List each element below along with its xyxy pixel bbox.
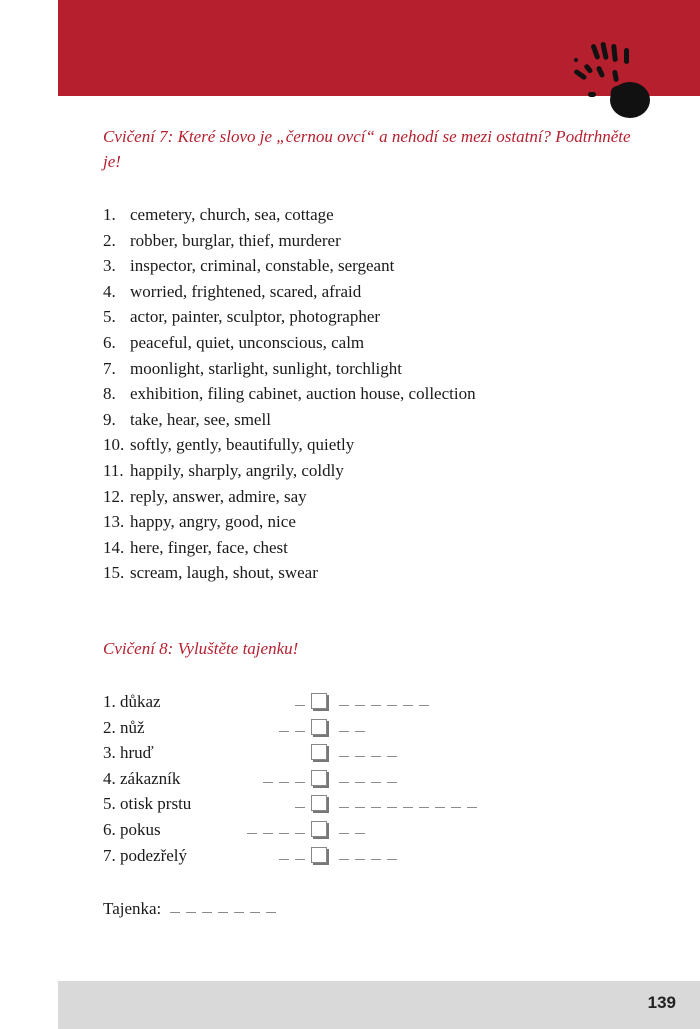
puzzle-row	[103, 843, 523, 869]
letter-blank[interactable]	[355, 833, 365, 834]
list-item	[103, 330, 476, 356]
item-text[interactable]: take, hear, see, smell	[130, 409, 271, 429]
list-item	[103, 407, 476, 433]
letter-blank[interactable]	[339, 807, 349, 808]
letter-blank[interactable]	[279, 782, 289, 783]
puzzle-row	[103, 817, 523, 843]
list-item	[103, 484, 476, 510]
puzzle-clue: 7. podezřelý	[103, 845, 188, 865]
item-text[interactable]: cemetery, church, sea, cottage	[130, 205, 334, 224]
letter-blank[interactable]	[339, 833, 349, 834]
secret-letter-box[interactable]	[311, 847, 327, 863]
item-text[interactable]: inspector, criminal, constable, sergeant	[130, 256, 395, 276]
letter-blank[interactable]	[435, 807, 445, 808]
letter-blank[interactable]	[279, 833, 289, 834]
tajenka-letter-blank[interactable]	[218, 912, 228, 913]
list-item	[103, 432, 476, 458]
letter-blank[interactable]	[403, 705, 413, 706]
item-number: 14.	[103, 537, 125, 557]
letter-blank[interactable]	[295, 782, 305, 783]
letter-blank[interactable]	[339, 731, 349, 732]
crossword-puzzle	[103, 689, 523, 868]
list-item	[103, 535, 476, 561]
tajenka-letter-blank[interactable]	[170, 912, 180, 913]
letter-blank[interactable]	[339, 859, 349, 860]
secret-letter-box[interactable]	[311, 693, 327, 709]
letter-blank[interactable]	[339, 782, 349, 783]
list-item	[103, 458, 476, 484]
letter-blank[interactable]	[355, 807, 365, 808]
letter-blank[interactable]	[403, 807, 413, 808]
list-item	[103, 381, 476, 407]
letter-blank[interactable]	[295, 705, 305, 706]
list-item	[103, 509, 476, 535]
item-number: 8.	[103, 384, 116, 404]
exercise-7-list	[103, 202, 476, 586]
letter-blank[interactable]	[355, 782, 365, 783]
letter-blank[interactable]	[339, 705, 349, 706]
list-item	[103, 560, 476, 586]
list-item	[103, 304, 476, 330]
item-text[interactable]: robber, burglar, thief, murderer	[130, 230, 341, 250]
item-text[interactable]: softly, gently, beautifully, quietly	[130, 435, 355, 455]
letter-blank[interactable]	[279, 731, 289, 732]
letter-blank[interactable]	[419, 807, 429, 808]
item-text[interactable]: worried, frightened, scared, afraid	[130, 281, 362, 301]
secret-letter-box[interactable]	[311, 770, 327, 786]
tajenka-label: Tajenka:	[103, 899, 162, 918]
letter-blank[interactable]	[263, 782, 273, 783]
secret-letter-box[interactable]	[311, 821, 327, 837]
puzzle-clue: 4. zákazník	[103, 768, 181, 788]
exercise-7-title: Cvičení 7: Které slovo je „černou ovcí“ a nehodí se mezi ostatní? Podtrhněte je!	[103, 127, 631, 171]
item-number: 3.	[103, 256, 116, 276]
item-number: 9.	[103, 409, 116, 429]
secret-letter-box[interactable]	[311, 719, 327, 735]
letter-blank[interactable]	[355, 859, 365, 860]
letter-blank[interactable]	[371, 807, 381, 808]
letter-blank[interactable]	[295, 731, 305, 732]
list-item	[103, 202, 476, 228]
puzzle-row	[103, 766, 523, 792]
letter-blank[interactable]	[279, 859, 289, 860]
item-number: 1.	[103, 205, 116, 224]
item-number: 12.	[103, 486, 125, 506]
letter-blank[interactable]	[467, 807, 477, 808]
item-number: 4.	[103, 281, 116, 301]
letter-blank[interactable]	[355, 756, 365, 757]
item-text[interactable]: moonlight, starlight, sunlight, torchlight	[130, 358, 402, 378]
list-item	[103, 356, 476, 382]
puzzle-clue: 5. otisk prstu	[103, 794, 192, 814]
letter-blank[interactable]	[387, 859, 397, 860]
letter-blank[interactable]	[371, 782, 381, 783]
letter-blank[interactable]	[355, 731, 365, 732]
item-text[interactable]: exhibition, filing cabinet, auction house, collection	[130, 384, 476, 404]
secret-letter-box[interactable]	[311, 744, 327, 760]
handprint-icon	[568, 38, 658, 128]
tajenka-letter-blank[interactable]	[234, 912, 244, 913]
item-number: 5.	[103, 307, 116, 327]
letter-blank[interactable]	[371, 859, 381, 860]
item-text[interactable]: scream, laugh, shout, swear	[130, 563, 318, 583]
tajenka-letter-blank[interactable]	[202, 912, 212, 913]
puzzle-row	[103, 689, 523, 715]
list-item	[103, 279, 476, 305]
letter-blank[interactable]	[387, 807, 397, 808]
item-text[interactable]: happily, sharply, angrily, coldly	[130, 460, 344, 480]
list-item	[103, 253, 476, 279]
tajenka-letter-blank[interactable]	[186, 912, 196, 913]
item-text[interactable]: here, finger, face, chest	[130, 537, 288, 557]
letter-blank[interactable]	[371, 705, 381, 706]
item-number: 7.	[103, 358, 116, 378]
item-number: 11.	[103, 460, 124, 480]
letter-blank[interactable]	[387, 782, 397, 783]
puzzle-clue: 1. důkaz	[103, 692, 161, 711]
item-number: 10.	[103, 435, 125, 455]
puzzle-clue: 3. hruď	[103, 743, 154, 763]
letter-blank[interactable]	[295, 859, 305, 860]
list-item	[103, 228, 476, 254]
footer-band	[58, 981, 700, 1029]
puzzle-clue: 6. pokus	[103, 819, 161, 839]
item-number: 13.	[103, 512, 125, 532]
letter-blank[interactable]	[451, 807, 461, 808]
exercise-8-title: Cvičení 8: Vyluštěte tajenku!	[103, 639, 299, 658]
letter-blank[interactable]	[247, 833, 257, 834]
letter-blank[interactable]	[263, 833, 273, 834]
puzzle-clue: 2. nůž	[103, 717, 145, 737]
tajenka-letter-blank[interactable]	[266, 912, 276, 913]
secret-letter-box[interactable]	[311, 795, 327, 811]
page-number: 139	[647, 993, 676, 1012]
item-number: 2.	[103, 230, 116, 250]
item-text[interactable]: happy, angry, good, nice	[130, 512, 296, 532]
letter-blank[interactable]	[419, 705, 429, 706]
item-text[interactable]: actor, painter, sculptor, photographer	[130, 307, 381, 327]
puzzle-row	[103, 715, 523, 741]
item-number: 6.	[103, 332, 116, 352]
letter-blank[interactable]	[339, 756, 349, 757]
letter-blank[interactable]	[355, 705, 365, 706]
letter-blank[interactable]	[295, 833, 305, 834]
item-number: 15.	[103, 563, 125, 583]
letter-blank[interactable]	[387, 756, 397, 757]
tajenka-letter-blank[interactable]	[250, 912, 260, 913]
letter-blank[interactable]	[371, 756, 381, 757]
puzzle-row	[103, 740, 523, 766]
item-text[interactable]: reply, answer, admire, say	[130, 486, 307, 506]
item-text[interactable]: peaceful, quiet, unconscious, calm	[130, 332, 365, 352]
puzzle-row	[103, 791, 523, 817]
letter-blank[interactable]	[295, 807, 305, 808]
letter-blank[interactable]	[387, 705, 397, 706]
